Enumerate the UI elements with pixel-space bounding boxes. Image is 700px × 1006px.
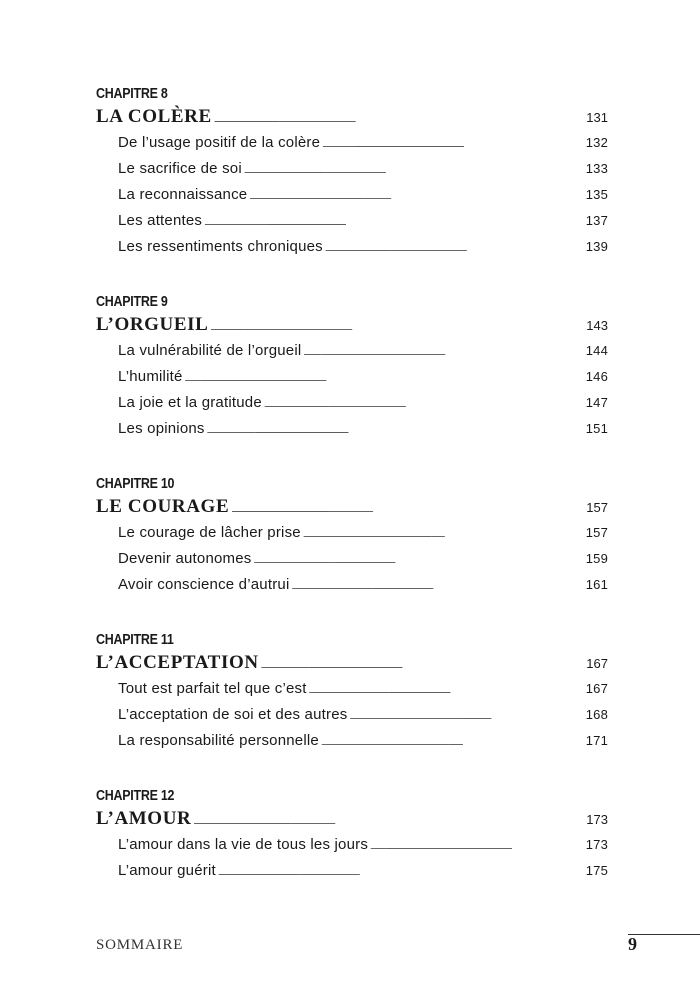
dot-leader <box>193 816 576 826</box>
page-number: 146 <box>585 369 608 384</box>
toc-entry <box>118 238 608 255</box>
entry-title: La vulnérabilité de l’orgueil <box>118 342 302 359</box>
toc-entry <box>118 212 608 229</box>
dot-leader <box>214 114 576 124</box>
page-number: 147 <box>585 395 608 410</box>
toc-entry <box>118 524 608 541</box>
toc-entry <box>118 836 608 853</box>
page-number: 167 <box>585 681 608 696</box>
page-number: 167 <box>586 656 608 671</box>
page-number: 175 <box>585 863 608 878</box>
toc-entry <box>118 420 608 437</box>
toc-entry <box>118 394 608 411</box>
toc-entry <box>118 134 608 151</box>
toc-entry <box>118 680 608 697</box>
chapter-title-row <box>96 496 608 518</box>
toc-entry <box>118 550 608 567</box>
dot-leader <box>322 139 576 149</box>
page-number: 137 <box>585 213 608 228</box>
dot-leader <box>291 581 576 591</box>
page-number: 173 <box>586 812 608 827</box>
dot-leader <box>309 685 576 695</box>
entry-title: La reconnaissance <box>118 186 248 203</box>
chapter-title: LA COLÈRE <box>96 106 212 127</box>
page-number: 168 <box>585 707 608 722</box>
entry-title: Les attentes <box>118 212 203 229</box>
entry-title: Le courage de lâcher prise <box>118 524 301 541</box>
chapter-label: CHAPITRE 11 <box>96 632 174 648</box>
dot-leader <box>264 399 576 409</box>
entry-title: Les opinions <box>118 420 205 437</box>
toc-entry <box>118 342 608 359</box>
page-number: 131 <box>586 110 608 125</box>
page-number: 157 <box>585 525 608 540</box>
page-number: 143 <box>586 318 608 333</box>
entry-title: La responsabilité personnelle <box>118 732 319 749</box>
page-number: 132 <box>585 135 608 150</box>
page-number: 151 <box>585 421 608 436</box>
dot-leader <box>261 660 576 670</box>
page-number: 159 <box>585 551 608 566</box>
chapter-title-row <box>96 808 608 830</box>
dot-leader <box>204 217 576 227</box>
footer-rule <box>628 934 700 935</box>
page-number: 133 <box>585 161 608 176</box>
toc-entry <box>118 368 608 385</box>
chapter-title-row <box>96 314 608 336</box>
entry-title: Tout est parfait tel que c’est <box>118 680 307 697</box>
dot-leader <box>303 529 576 539</box>
chapter-label: CHAPITRE 12 <box>96 788 175 804</box>
entry-title: Devenir autonomes <box>118 550 252 567</box>
toc-entry <box>118 576 608 593</box>
toc-entry <box>118 732 608 749</box>
entry-title: De l’usage positif de la colère <box>118 134 321 151</box>
chapter-label: CHAPITRE 9 <box>96 294 168 310</box>
dot-leader <box>349 711 576 721</box>
chapter-title: L’AMOUR <box>96 808 192 829</box>
folio-page-number: 9 <box>628 934 637 954</box>
entry-title: L’humilité <box>118 368 183 385</box>
dot-leader <box>244 165 576 175</box>
page-number: 135 <box>585 187 608 202</box>
chapter-title-row <box>96 106 608 128</box>
entry-title: Les ressentiments chroniques <box>118 238 323 255</box>
running-footer-label: SOMMAIRE <box>96 937 184 953</box>
toc-entry <box>118 160 608 177</box>
page-number: 144 <box>585 343 608 358</box>
page-number: 157 <box>586 500 608 515</box>
chapter-title: LE COURAGE <box>96 496 230 517</box>
chapter-title-row <box>96 652 608 674</box>
toc-entry <box>118 706 608 723</box>
dot-leader <box>303 347 576 357</box>
dot-leader <box>207 425 576 435</box>
dot-leader <box>321 737 576 747</box>
page-number: 173 <box>585 837 608 852</box>
chapter-title: L’ORGUEIL <box>96 314 209 335</box>
dot-leader <box>231 504 576 514</box>
dot-leader <box>185 373 576 383</box>
chapter-label: CHAPITRE 10 <box>96 476 175 492</box>
toc-entry <box>118 186 608 203</box>
dot-leader <box>210 322 576 332</box>
dot-leader <box>253 555 576 565</box>
chapter-title: L’ACCEPTATION <box>96 652 259 673</box>
dot-leader <box>370 841 576 851</box>
entry-title: Avoir conscience d’autrui <box>118 576 290 593</box>
entry-title: L’amour dans la vie de tous les jours <box>118 836 369 853</box>
page-number: 139 <box>585 239 608 254</box>
entry-title: Le sacrifice de soi <box>118 160 242 177</box>
entry-title: La joie et la gratitude <box>118 394 262 411</box>
dot-leader <box>218 867 576 877</box>
page-number: 171 <box>585 733 608 748</box>
dot-leader <box>249 191 576 201</box>
chapter-label: CHAPITRE 8 <box>96 86 168 102</box>
entry-title: L’acceptation de soi et des autres <box>118 706 348 723</box>
toc-entry <box>118 862 608 879</box>
entry-title: L’amour guérit <box>118 862 216 879</box>
page-number: 161 <box>585 577 608 592</box>
dot-leader <box>325 243 576 253</box>
